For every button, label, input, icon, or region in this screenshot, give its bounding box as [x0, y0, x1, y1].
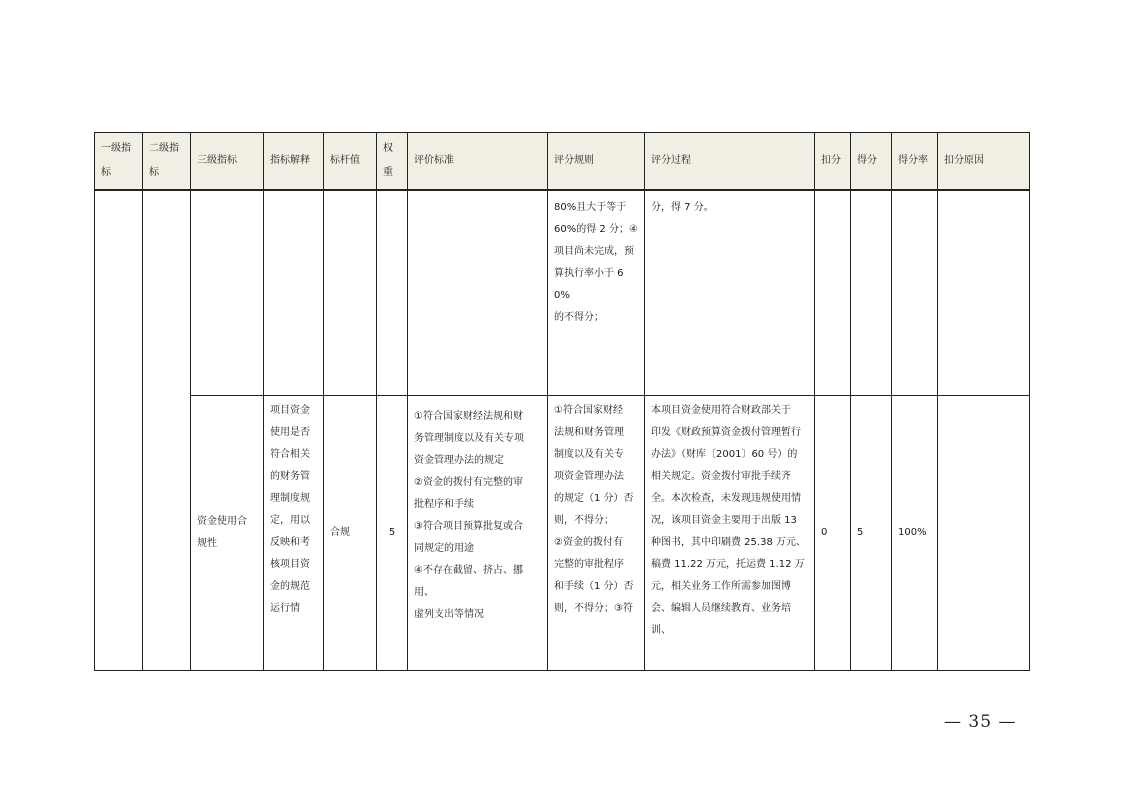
cell-rules: ①符合国家财经 法规和财务管理 制度以及有关专 项资金管理办法 的规定（1 分）否 则，不得分； ②资金的拨付有 完整的审批程序 和手续（1 分）否 则，不得分；③符	[548, 396, 645, 671]
header-process: 评分过程	[645, 133, 815, 191]
page-number: — 35 —	[944, 712, 1017, 732]
header-weight: 权 重	[377, 133, 408, 191]
header-level3: 三级指标	[191, 133, 264, 191]
cell-process: 本项目资金使用符合财政部关于 印发《财政预算资金拨付管理暂行 办法》（财库〔2001〕60 号）的 相关规定。资金拨付审批手续齐 全。本次检查，未发现违规使用情 况，该项目资金主要用于出版 13 种图书，其中印刷费 25.38 万元、 稿费 11.22 万元，托运费 1.12 万 元，相关业务工作所需参加图博 会、编辑人员继续教育、业务培训、	[645, 396, 815, 671]
table-row	[95, 396, 1030, 671]
cell-score: 5	[851, 396, 892, 671]
cell-weight: 5	[377, 396, 408, 671]
header-reason: 扣分原因	[938, 133, 1030, 191]
header-level2: 二级指 标	[143, 133, 191, 191]
cell-rules: 80%且大于等于 60%的得 2 分；④ 项目尚未完成，预 算执行率小于 60% 的不得分；	[548, 190, 645, 396]
cell-benchmark	[324, 190, 377, 396]
cell-reason	[938, 190, 1030, 396]
header-deduction: 扣分	[815, 133, 851, 191]
header-rate: 得分率	[892, 133, 938, 191]
cell-rate: 100%	[892, 396, 938, 671]
cell-benchmark: 合规	[324, 396, 377, 671]
cell-process: 分，得 7 分。	[645, 190, 815, 396]
header-score: 得分	[851, 133, 892, 191]
cell-level3: 资金使用合 规性	[191, 396, 264, 671]
cell-score	[851, 190, 892, 396]
cell-explanation: 项目资金 使用是否 符合相关 的财务管 理制度规 定，用以 反映和考 核项目资 金的规范 运行情	[264, 396, 324, 671]
cell-explanation	[264, 190, 324, 396]
cell-level1	[95, 190, 143, 671]
cell-criteria: ①符合国家财经法规和财 务管理制度以及有关专项 资金管理办法的规定 ②资金的拨付有完整的审 批程序和手续 ③符合项目预算批复或合 同规定的用途 ④不存在截留、挤占、挪用、 虚列支出等情况	[408, 396, 548, 671]
cell-deduction	[815, 190, 851, 396]
evaluation-table	[94, 132, 1030, 671]
cell-level3	[191, 190, 264, 396]
table-row	[95, 190, 1030, 396]
cell-reason	[938, 396, 1030, 671]
header-benchmark: 标杆值	[324, 133, 377, 191]
cell-deduction: 0	[815, 396, 851, 671]
cell-weight	[377, 190, 408, 396]
cell-criteria	[408, 190, 548, 396]
header-rules: 评分规则	[548, 133, 645, 191]
header-explanation: 指标解释	[264, 133, 324, 191]
cell-rate	[892, 190, 938, 396]
cell-level2	[143, 190, 191, 671]
header-criteria: 评价标准	[408, 133, 548, 191]
header-row	[95, 133, 1030, 191]
header-level1: 一级指 标	[95, 133, 143, 191]
